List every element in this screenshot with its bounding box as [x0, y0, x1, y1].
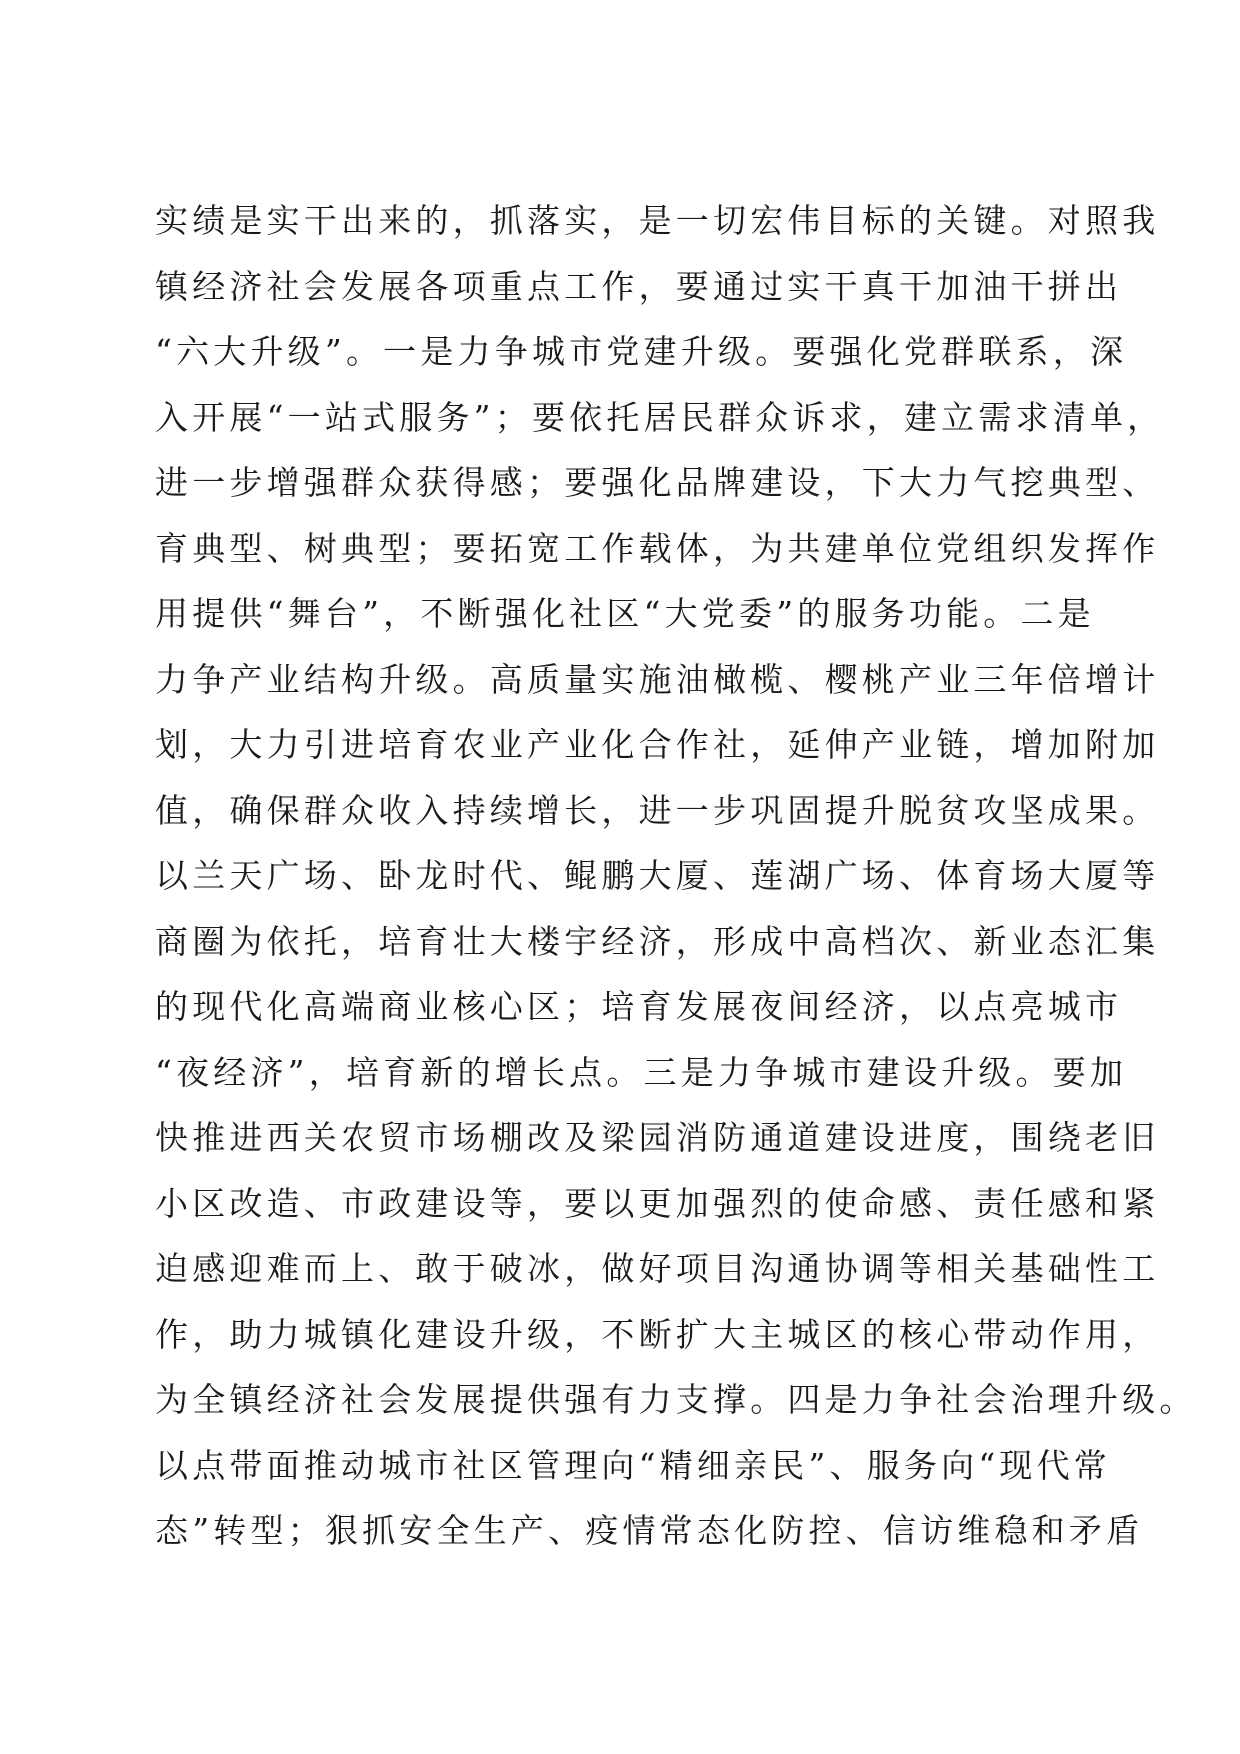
- text-line: 以兰天广场、卧龙时代、鲲鹏大厦、莲湖广场、体育场大厦等: [155, 856, 1160, 895]
- text-line: 划，大力引进培育农业产业化合作社，延伸产业链，增加附加: [155, 725, 1160, 764]
- text-line: 镇经济社会发展各项重点工作，要通过实干真干加油干拼出: [155, 266, 1123, 306]
- text-line: 入开展“一站式服务”；要依托居民群众诉求，建立需求清单，: [155, 397, 1165, 437]
- text-line: 商圈为依托，培育壮大楼宇经济，形成中高档次、新业态汇集: [155, 921, 1160, 961]
- text-line: 态”转型；狠抓安全生产、疫情常态化防控、信访维稳和矛盾: [155, 1511, 1144, 1550]
- text-line: 用提供“舞台”，不断强化社区“大党委”的服务功能。二是: [155, 594, 1095, 633]
- text-line: 值，确保群众收入持续增长，进一步巩固提升脱贫攻坚成果。: [155, 790, 1160, 830]
- text-line: 力争产业结构升级。高质量实施油橄榄、樱桃产业三年倍增计: [155, 659, 1160, 699]
- text-line: 育典型、树典型；要拓宽工作载体，为共建单位党组织发挥作: [155, 528, 1160, 568]
- text-line: 作，助力城镇化建设升级，不断扩大主城区的核心带动作用，: [155, 1314, 1160, 1354]
- text-line: 实绩是实干出来的，抓落实，是一切宏伟目标的关键。对照我: [155, 201, 1160, 240]
- text-line: 为全镇经济社会发展提供强有力支撑。四是力争社会治理升级。: [155, 1380, 1197, 1419]
- body-paragraph: [155, 188, 1197, 1564]
- text-line: 迫感迎难而上、敢于破冰，做好项目沟通协调等相关基础性工: [155, 1249, 1160, 1288]
- text-line: “六大升级”。一是力争城市党建升级。要强化党群联系，深: [155, 332, 1128, 371]
- text-line: 快推进西关农贸市场棚改及梁园消防通道建设进度，围绕老旧: [155, 1118, 1160, 1157]
- text-line: 进一步增强群众获得感；要强化品牌建设，下大力气挖典型、: [155, 463, 1160, 502]
- text-line: 的现代化高端商业核心区；培育发展夜间经济，以点亮城市: [155, 987, 1123, 1026]
- text-line: 以点带面推动城市社区管理向“精细亲民”、服务向“现代常: [155, 1445, 1112, 1485]
- text-line: “夜经济”，培育新的增长点。三是力争城市建设升级。要加: [155, 1052, 1128, 1092]
- text-line: 小区改造、市政建设等，要以更加强烈的使命感、责任感和紧: [155, 1183, 1160, 1223]
